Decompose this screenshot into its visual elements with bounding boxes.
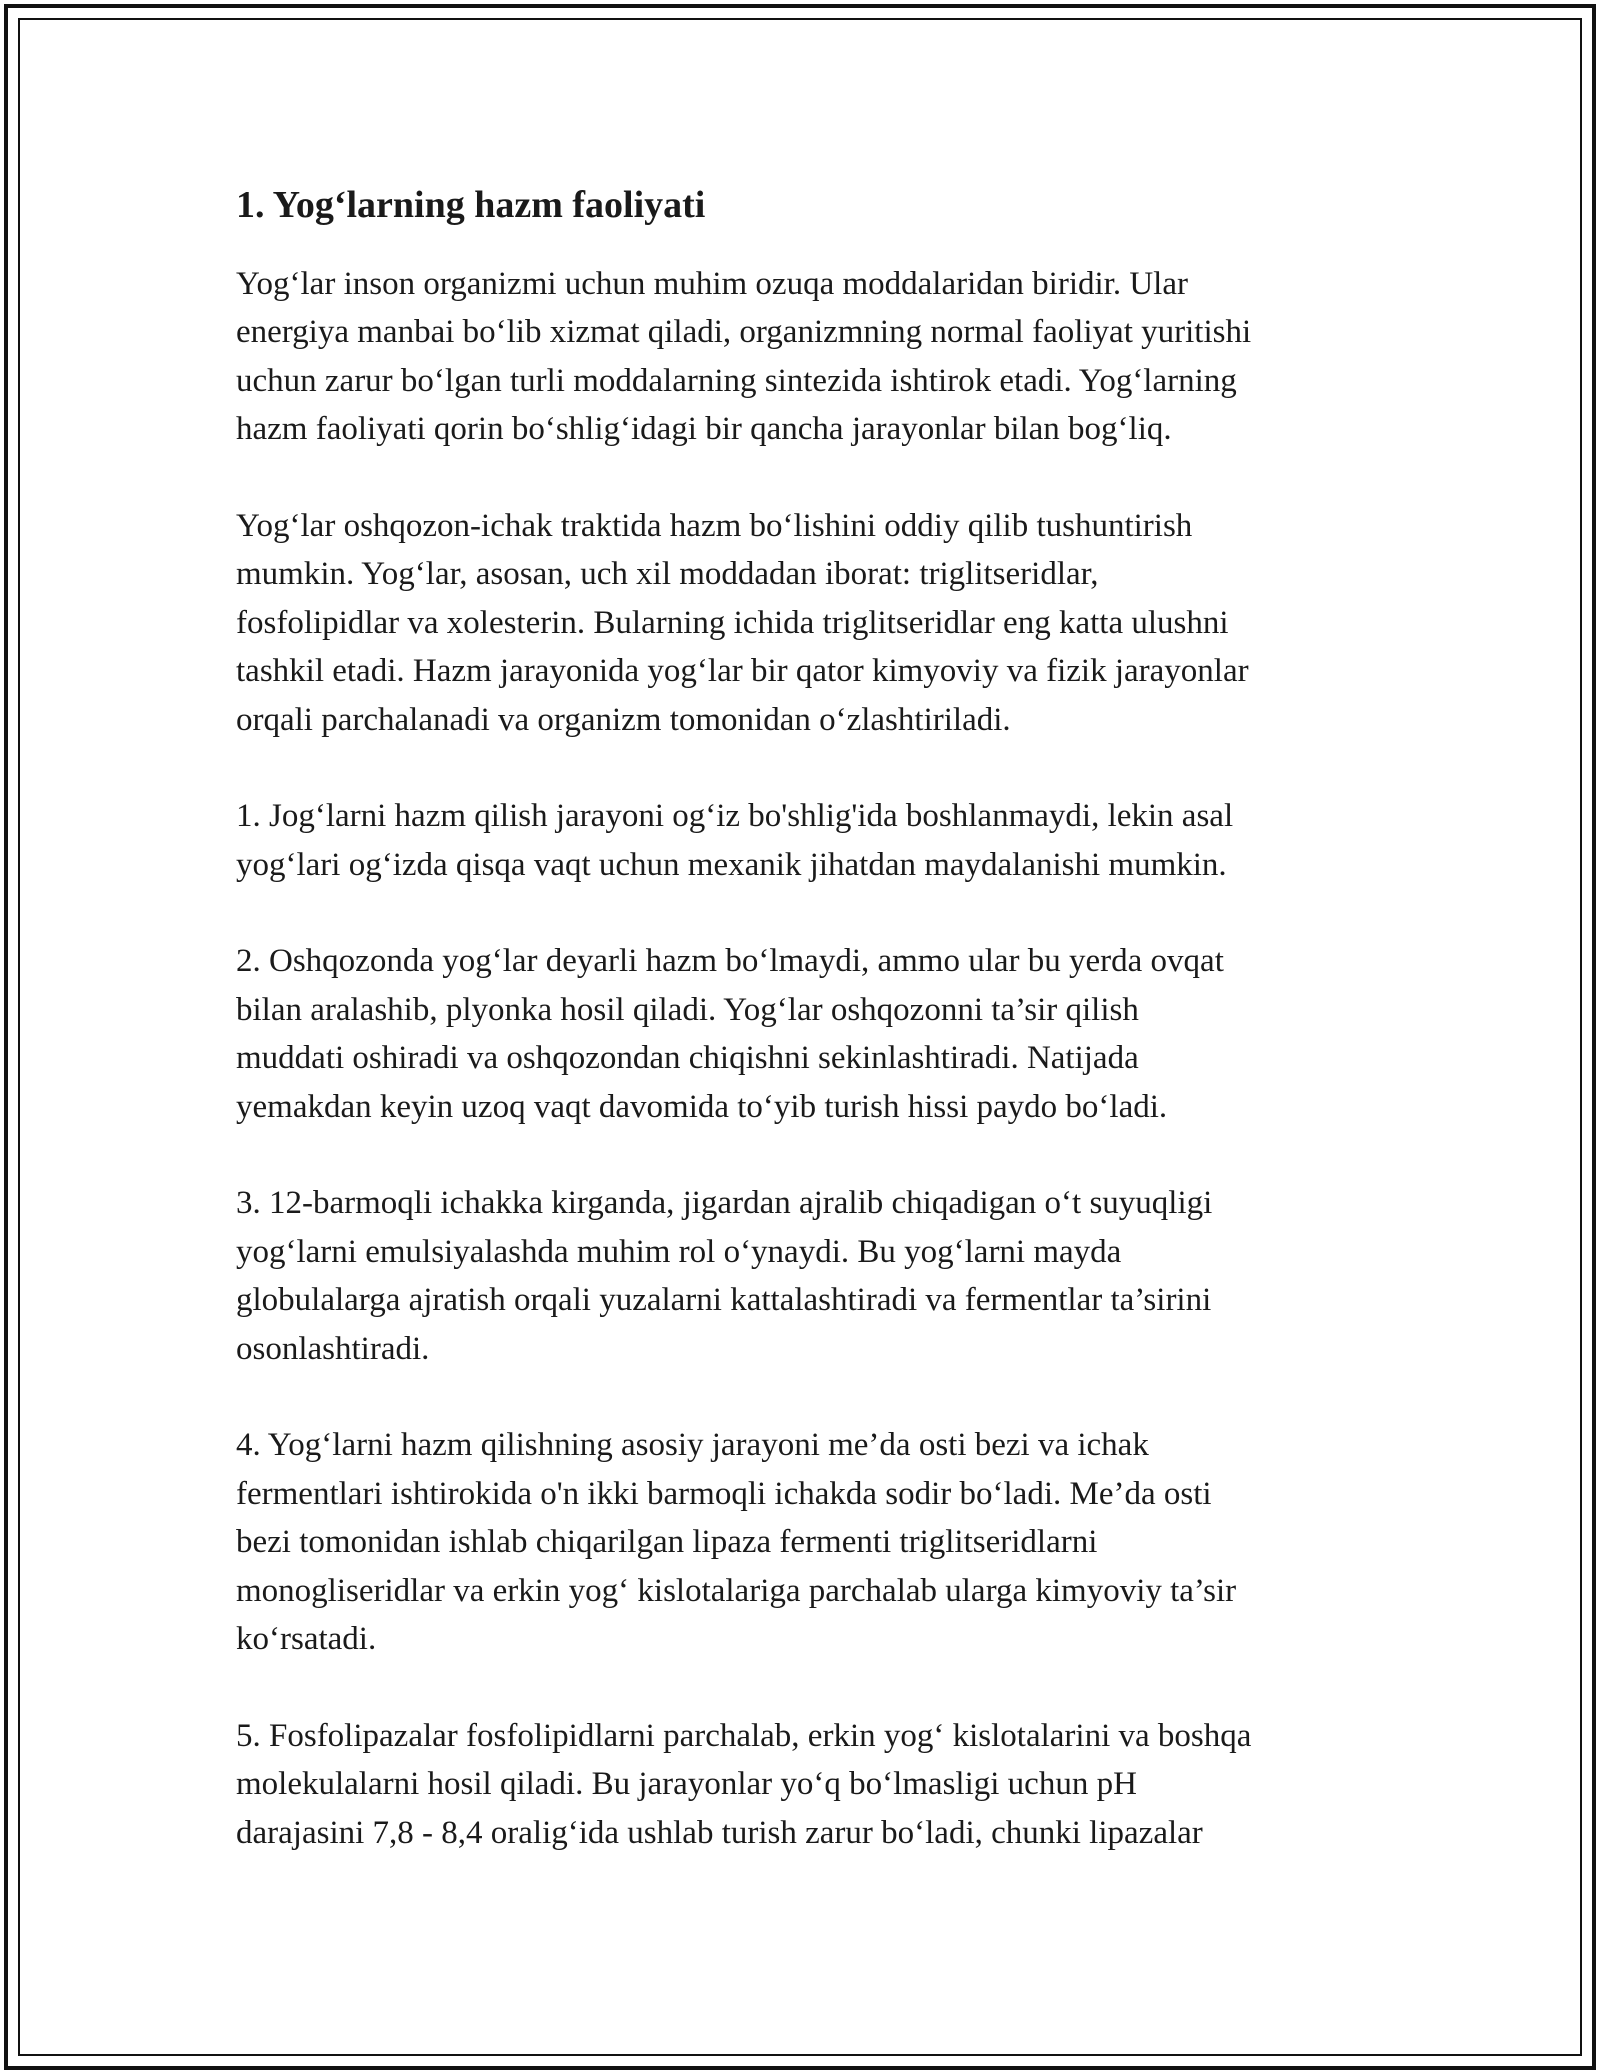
paragraph-line: darajasini 7,8 - 8,4 oralig‘ida ushlab turish zarur bo‘ladi, chunki lipazalar (236, 1814, 1203, 1851)
paragraph-line: orqali parchalanadi va organizm tomonidan o‘zlashtiriladi. (236, 701, 1011, 738)
paragraph (236, 1179, 1386, 1373)
paragraph-line: 3. 12-barmoqli ichakka kirganda, jigardan ajralib chiqadigan o‘t suyuqligi (236, 1185, 1213, 1221)
paragraph (236, 1421, 1386, 1664)
paragraph-line: mumkin. Yog‘lar, asosan, uch xil moddadan iborat: triglitseridlar, (236, 556, 1099, 592)
paragraph-line: yog‘larni emulsiyalashda muhim rol o‘ynaydi. Bu yog‘larni mayda (236, 1233, 1122, 1270)
paragraph-line: yemakdan keyin uzoq vaqt davomida to‘yib turish hissi paydo bo‘ladi. (236, 1088, 1168, 1125)
paragraph-list (236, 260, 1386, 1858)
paragraph-line: Yog‘lar oshqozon-ichak traktida hazm bo‘lishini oddiy qilib tushuntirish (236, 507, 1193, 544)
paragraph-line: bilan aralashib, plyonka hosil qiladi. Yog‘lar oshqozonni ta’sir qilish (236, 991, 1139, 1028)
paragraph-line: bezi tomonidan ishlab chiqarilgan lipaza fermenti triglitseridlarni (236, 1524, 1098, 1560)
paragraph-line: 5. Fosfolipazalar fosfolipidlarni parchalab, erkin yog‘ kislotalarini va boshqa (236, 1717, 1252, 1754)
paragraph-line: energiya manbai bo‘lib xizmat qiladi, organizmning normal faoliyat yuritishi (236, 314, 1252, 350)
paragraph-line: 2. Oshqozonda yog‘lar deyarli hazm bo‘lmaydi, ammo ular bu yerda ovqat (236, 943, 1224, 979)
document-body (236, 182, 1386, 1905)
paragraph-line: tashkil etadi. Hazm jarayonida yog‘lar bir qator kimyoviy va fizik jarayonlar (236, 653, 1249, 689)
paragraph-line: yog‘lari og‘izda qisqa vaqt uchun mexanik jihatdan maydalanishi mumkin. (236, 846, 1227, 883)
paragraph-line: 4. Yog‘larni hazm qilishning asosiy jarayoni me’da osti bezi va ichak (236, 1427, 1149, 1463)
paragraph (236, 792, 1386, 889)
paragraph-line: globulalarga ajratish orqali yuzalarni kattalashtiradi va fermentlar ta’sirini (236, 1282, 1212, 1318)
paragraph-line: muddati oshiradi va oshqozondan chiqishni sekinlashtiradi. Natijada (236, 1040, 1139, 1076)
paragraph-line: fosfolipidlar va xolesterin. Bularning ichida triglitseridlar eng katta ulushni (236, 604, 1229, 641)
paragraph-line: osonlashtiradi. (236, 1330, 430, 1367)
paragraph-line: uchun zarur bo‘lgan turli moddalarning sintezida ishtirok etadi. Yog‘larning (236, 362, 1237, 399)
paragraph (236, 260, 1386, 454)
paragraph-line: molekulalarni hosil qiladi. Bu jarayonlar yo‘q bo‘lmasligi uchun pH (236, 1766, 1137, 1802)
section-heading: 1. Yog‘larning hazm faoliyati (236, 184, 706, 226)
paragraph-line: ko‘rsatadi. (236, 1621, 377, 1657)
paragraph-line: monogliseridlar va erkin yog‘ kislotalariga parchalab ularga kimyoviy ta’sir (236, 1572, 1237, 1609)
paragraph-line: 1. Jog‘larni hazm qilish jarayoni og‘iz bo'shlig'ida boshlanmaydi, lekin asal (236, 798, 1234, 834)
paragraph (236, 1712, 1386, 1858)
paragraph-line: hazm faoliyati qorin bo‘shlig‘idagi bir qancha jarayonlar bilan bog‘liq. (236, 411, 1172, 447)
paragraph (236, 937, 1386, 1131)
paragraph-line: fermentlari ishtirokida o'n ikki barmoqli ichakda sodir bo‘ladi. Me’da osti (236, 1475, 1212, 1512)
paragraph-line: Yog‘lar inson organizmi uchun muhim ozuqa moddalaridan biridir. Ular (236, 265, 1188, 302)
paragraph (236, 502, 1386, 745)
